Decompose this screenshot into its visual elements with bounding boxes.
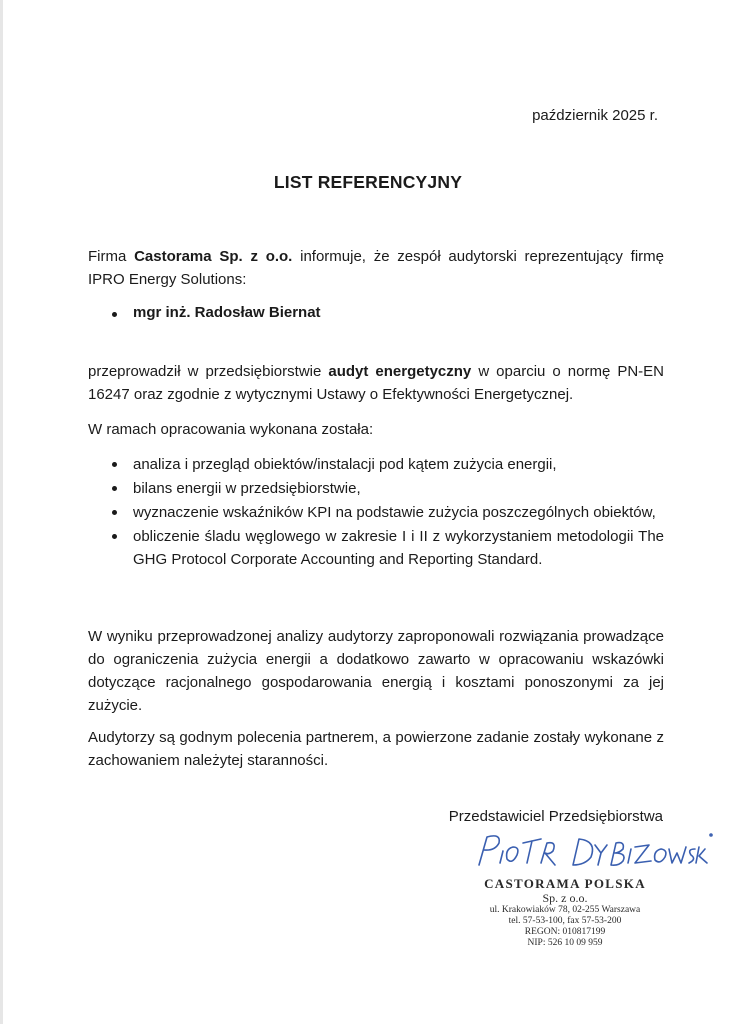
page-left-edge [0,0,3,1024]
auditor-name: mgr inż. Radosław Biernat [133,304,321,321]
result-paragraph: W wyniku przeprowadzonej analizy audytorzy zaproponowali rozwiązania prowadzące do ograniczenia zużycia energii a dodatkowo zawarto w opracowaniu wskazówki dotyczące racjonalnego gospodarowania energią i kosztami ponoszonymi za jej zużycie. [88,628,664,714]
list-item [112,477,664,500]
stamp-address: ul. Krakowiaków 78, 02-255 Warszawa [489,905,641,915]
stamp-regon: REGON: 010817199 [524,927,606,937]
bullet-icon [112,534,117,539]
scope-list [112,453,664,572]
scope-item-text: wyznaczenie wskaźników KPI na podstawie zużycia poszczególnych obiektów, [133,504,656,521]
company-stamp [475,876,655,949]
bullet-icon [112,462,117,467]
audit-rest: w oparciu o normę PN-EN 16247 oraz zgodnie z wytycznymi Ustawy o Efektywności Energetycznej. [88,363,665,403]
intro-prefix: Firma [88,248,135,265]
stamp-form: Sp. z o.o. [542,891,588,905]
audit-type: audyt energetyczny [328,363,472,380]
scope-item-text: analiza i przegląd obiektów/instalacji pod kątem zużycia energii, [133,456,557,473]
company-name: Castorama Sp. z o.o. [134,248,293,265]
bullet-icon [112,510,117,515]
letter-date: październik 2025 r. [532,107,658,124]
representative-label: Przedstawiciel Przedsiębiorstwa [448,808,663,825]
scope-item-text: bilans energii w przedsiębiorstwie, [133,480,361,497]
bullet-icon [112,312,117,317]
auditor-list-item [112,304,321,321]
closing-paragraph: Audytorzy są godnym polecenia partnerem, a powierzone zadanie zostały wykonane z zachowaniem należytej staranności. [88,729,664,769]
intro-paragraph [88,245,664,291]
scope-intro: W ramach opracowania wykonana została: [88,421,374,438]
audit-paragraph [88,360,664,406]
bullet-icon [112,486,117,491]
stamp-company: CASTORAMA POLSKA [484,876,646,891]
intro-rest: informuje, że zespół audytorski reprezentujący firmę IPRO Energy Solutions: [88,248,664,288]
letter-title: LIST REFERENCYJNY [273,172,463,192]
scope-item-text: obliczenie śladu węglowego w zakresie I i II z wykorzystaniem metodologii The GHG Protocol Corporate Accounting and Reporting Standard. [133,528,664,568]
stamp-phone: tel. 57-53-100, fax 57-53-200 [508,916,622,926]
list-item [112,453,664,476]
list-item [112,501,664,524]
audit-prefix: przeprowadził w przedsiębiorstwie [88,363,329,380]
stamp-nip: NIP: 526 10 09 959 [527,938,603,948]
handwritten-signature [465,825,715,875]
list-item [112,525,664,571]
signature-text: PIOTR DYBIZOWSKI [465,825,475,826]
